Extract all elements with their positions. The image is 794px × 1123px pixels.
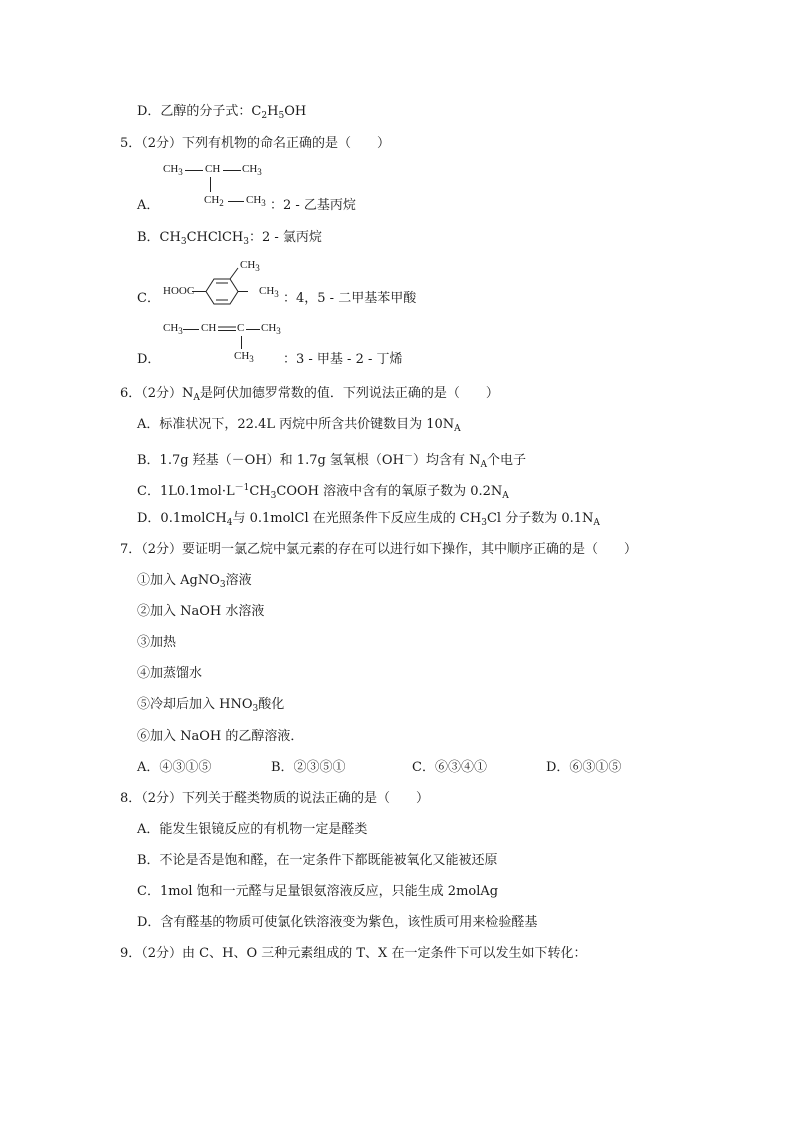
- ch3-group: $CH_3$: [261, 322, 281, 336]
- ch3-group: $CH_3$: [242, 163, 262, 177]
- ch3-group: $CH_3$: [163, 163, 183, 177]
- subscript: 5: [278, 111, 285, 121]
- q7-step-1: ①加入 AgNO$_3$溶液: [137, 573, 252, 590]
- q7-step-5: ⑤冷却后加入 $HNO_3$酸化: [137, 697, 285, 714]
- q5-option-d-name: ：3 - 甲基 - 2 - 丁烯: [283, 352, 403, 367]
- bond-line: [223, 170, 243, 172]
- bond-line: [185, 170, 205, 172]
- q6-option-c: C．$1L0.1mol\cdot L^{-1}CH_3COOH$ 溶液中含有的氧原子数为 $0.2N_A$: [137, 483, 509, 501]
- q9-stem: 9．（2分）由 C、H、O 三种元素组成的 T、X 在一定条件下可以发生如下转化：: [120, 946, 587, 961]
- ch2-group: $CH_2$: [204, 194, 224, 208]
- bond-line: [228, 201, 248, 203]
- q5-option-d-label: D．: [137, 352, 161, 367]
- ch3-group: $CH_3$: [163, 322, 183, 336]
- q6-option-b: B．1.7g 羟基（－OH）和 1.7g 氢氧根（OH－）均含有 $N_A$个电子: [137, 452, 526, 470]
- q7-option-a: A．④③①⑤: [137, 760, 212, 775]
- ch-group: CH: [205, 163, 221, 175]
- ch-group: CH: [201, 322, 217, 334]
- q7-step-6: ⑥加入 NaOH 的乙醇溶液．: [137, 729, 304, 744]
- q8-option-d: D．含有醛基的物质可使氯化铁溶液变为紫色，该性质可用来检验醛基: [137, 915, 538, 930]
- q7-step-2: ②加入 NaOH 水溶液: [137, 604, 265, 619]
- ch3-group: $CH_3$: [246, 194, 266, 208]
- q8-option-b: B．不论是否是饱和醛，在一定条件下都既能被氧化又能被还原: [137, 853, 498, 868]
- q5-stem: 5．（2分）下列有机物的命名正确的是（ ）: [120, 136, 391, 151]
- ch3-group: $CH_3$: [240, 259, 260, 273]
- bond-line: [241, 336, 242, 349]
- q6-option-a: A．标准状况下，22.4L 丙烷中所含共价键数目为 $10N_A$: [137, 417, 461, 434]
- q5-option-a-name: ：2 - 乙基丙烷: [270, 198, 356, 213]
- q7-option-b: B．②③⑤①: [271, 760, 346, 775]
- q7-step-4: ④加蒸馏水: [137, 666, 203, 681]
- q8-option-a: A．能发生银镜反应的有机物一定是醛类: [137, 822, 368, 837]
- ch3-group: $CH_3$: [234, 350, 254, 364]
- q4-optd-text: D．乙醇的分子式：C: [137, 104, 262, 119]
- subscript: 2: [261, 111, 268, 121]
- ch3-group: $CH_3$: [259, 285, 279, 299]
- q8-option-c: C．1mol 饱和一元醛与足量银氨溶液反应，只能生成 2molAg: [137, 884, 499, 899]
- q7-option-d: D．⑥③①⑤: [546, 760, 622, 775]
- hooc-group: HOOC: [163, 285, 195, 297]
- q8-stem: 8．（2分）下列关于醛类物质的说法正确的是（ ）: [120, 791, 430, 806]
- q5-option-a-label: A．: [137, 198, 160, 213]
- q4-optd-text: OH: [284, 104, 307, 119]
- q7-stem: 7．（2分）要证明一氯乙烷中氯元素的存在可以进行如下操作，其中顺序正确的是（ ）: [120, 542, 638, 557]
- bond-line: [183, 329, 203, 331]
- q5-option-c-label: C．: [137, 291, 160, 306]
- q4-optd-text: H: [267, 104, 279, 119]
- bond-line: [210, 177, 211, 192]
- q6-option-d: D．0.1molCH$_4$与 0.1molCl 在光照条件下反应生成的 $CH_3Cl$ 分子数为 $0.1N_A$: [137, 511, 600, 528]
- q4-option-d: [137, 104, 306, 124]
- q7-option-c: C．⑥③④①: [412, 760, 487, 775]
- q5-option-c-name: ：4，5 - 二甲基苯甲酸: [283, 291, 417, 306]
- q7-step-3: ③加热: [137, 635, 177, 650]
- c-atom: C: [237, 322, 245, 334]
- q6-stem: 6．（2分）$N_A$是阿伏加德罗常数的值．下列说法正确的是（ ）: [120, 386, 499, 403]
- q5-option-b: B．$CH_3CHClCH_3$：2 - 氯丙烷: [137, 230, 322, 247]
